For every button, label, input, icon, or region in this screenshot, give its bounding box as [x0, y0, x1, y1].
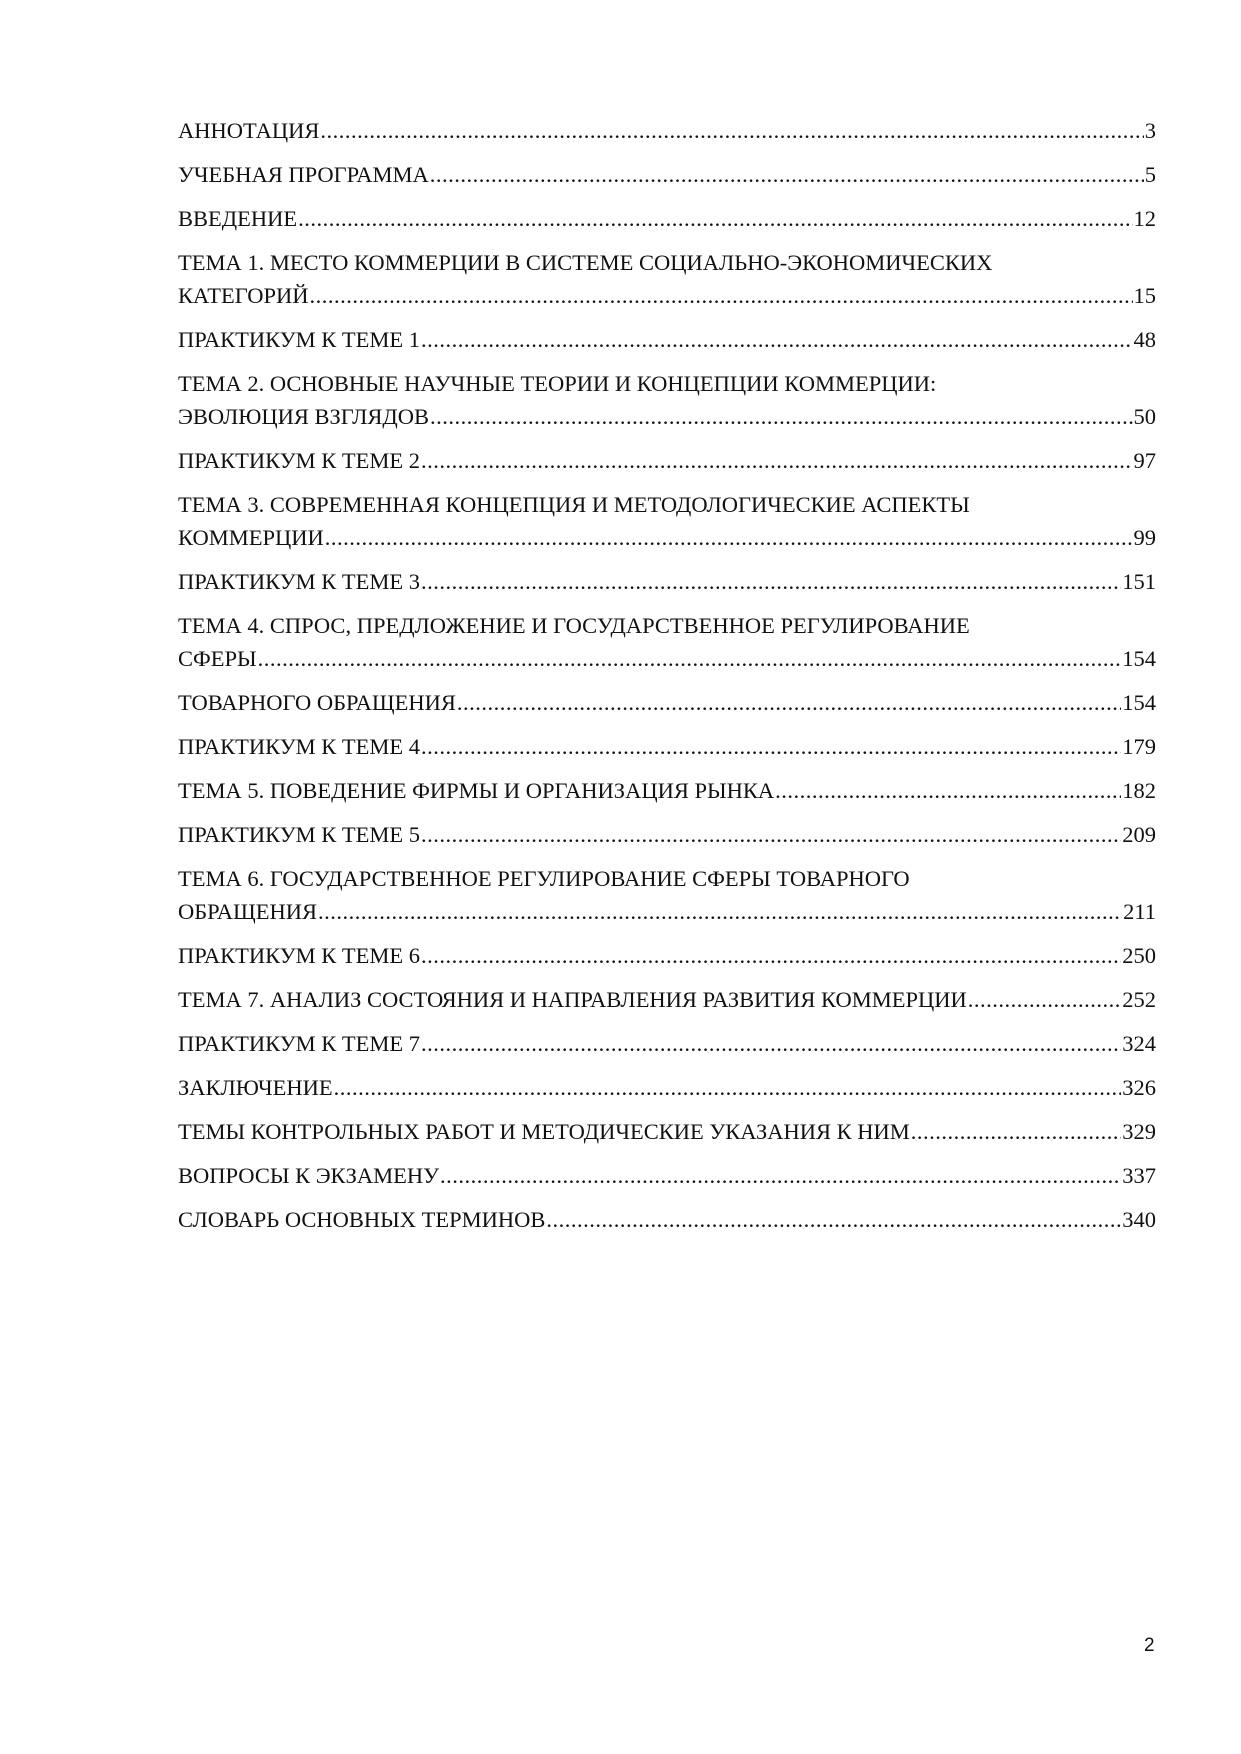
toc-dot-leader	[421, 323, 1133, 356]
toc-entry[interactable]	[178, 488, 1156, 554]
toc-entry-title: ПРАКТИКУМ К ТЕМЕ 4	[178, 734, 420, 759]
toc-page-number: 182	[1122, 778, 1156, 803]
toc-entry[interactable]	[178, 367, 1156, 433]
toc-page-number: 50	[1133, 404, 1156, 429]
toc-dot-leader	[421, 1027, 1121, 1060]
toc-entry[interactable]	[178, 686, 1156, 719]
toc-entry-line	[178, 444, 1156, 477]
toc-page-number: 15	[1133, 283, 1156, 308]
toc-entry-title-line: ТЕМА 3. СОВРЕМЕННАЯ КОНЦЕПЦИЯ И МЕТОДОЛОГИЧЕСКИЕ АСПЕКТЫ	[178, 492, 970, 517]
toc-entry[interactable]	[178, 1027, 1156, 1060]
toc-entry-title: ОБРАЩЕНИЯ	[178, 899, 317, 924]
toc-entry-title: УЧЕБНАЯ ПРОГРАММА	[178, 162, 429, 187]
toc-page-number: 3	[1144, 118, 1156, 143]
toc-entry-title: КОММЕРЦИИ	[178, 525, 324, 550]
toc-page-number: 209	[1122, 822, 1156, 847]
toc-entry[interactable]	[178, 114, 1156, 147]
toc-page-number: 211	[1123, 899, 1156, 924]
toc-entry-title: ПРАКТИКУМ К ТЕМЕ 3	[178, 569, 420, 594]
toc-dot-leader	[320, 114, 1143, 147]
toc-page-number: 252	[1122, 987, 1156, 1012]
toc-entry-line	[178, 1071, 1156, 1104]
toc-entry-line	[178, 400, 1156, 433]
toc-entry[interactable]	[178, 1115, 1156, 1148]
toc-entry-title: ЭВОЛЮЦИЯ ВЗГЛЯДОВ	[178, 404, 429, 429]
toc-page-number: 12	[1133, 206, 1156, 231]
toc-entry-line	[178, 279, 1156, 312]
toc-dot-leader	[334, 1071, 1122, 1104]
toc-dot-leader	[421, 818, 1121, 851]
toc-entry-line	[178, 818, 1156, 851]
toc-entry-line	[178, 1027, 1156, 1060]
toc-entry[interactable]	[178, 1071, 1156, 1104]
toc-entry-line	[178, 730, 1156, 763]
toc-entry-title: ПРАКТИКУМ К ТЕМЕ 5	[178, 822, 420, 847]
toc-dot-leader	[430, 400, 1133, 433]
toc-entry-title-line: ТЕМА 6. ГОСУДАРСТВЕННОЕ РЕГУЛИРОВАНИЕ СФЕРЫ ТОВАРНОГО	[178, 866, 910, 891]
toc-entry-title: ВВЕДЕНИЕ	[178, 206, 298, 231]
toc-dot-leader	[421, 565, 1121, 598]
toc-entry[interactable]	[178, 1159, 1156, 1192]
toc-entry[interactable]	[178, 774, 1156, 807]
toc-entry[interactable]	[178, 246, 1156, 312]
toc-entry-title-line: ТЕМА 4. СПРОС, ПРЕДЛОЖЕНИЕ И ГОСУДАРСТВЕННОЕ РЕГУЛИРОВАНИЕ	[178, 613, 970, 638]
toc-entry-line	[178, 565, 1156, 598]
toc-entry-title: СЛОВАРЬ ОСНОВНЫХ ТЕРМИНОВ	[178, 1207, 546, 1232]
toc-entry[interactable]	[178, 818, 1156, 851]
toc-entry-line	[178, 1115, 1156, 1148]
toc-dot-leader	[546, 1203, 1121, 1236]
toc-dot-leader	[968, 983, 1121, 1016]
toc-entry[interactable]	[178, 323, 1156, 356]
toc-entry-line	[178, 774, 1156, 807]
toc-entry-line	[178, 642, 1156, 675]
toc-entry-line	[178, 202, 1156, 235]
toc-entry[interactable]	[178, 565, 1156, 598]
toc-entry-title: КАТЕГОРИЙ	[178, 283, 309, 308]
toc-entry[interactable]	[178, 939, 1156, 972]
toc-page-number: 151	[1122, 569, 1156, 594]
toc-entry-title: ТОВАРНОГО ОБРАЩЕНИЯ	[178, 690, 456, 715]
toc-entry-title-line: ТЕМА 2. ОСНОВНЫЕ НАУЧНЫЕ ТЕОРИИ И КОНЦЕПЦИИ КОММЕРЦИИ:	[178, 371, 937, 396]
toc-entry-title: СФЕРЫ	[178, 646, 257, 671]
toc-page-number: 324	[1122, 1031, 1156, 1056]
toc-dot-leader	[258, 642, 1122, 675]
toc-entry-title: ТЕМА 7. АНАЛИЗ СОСТОЯНИЯ И НАПРАВЛЕНИЯ РАЗВИТИЯ КОММЕРЦИИ	[178, 987, 967, 1012]
toc-page-number: 154	[1122, 646, 1156, 671]
toc-dot-leader	[298, 202, 1132, 235]
toc-page-number: 337	[1122, 1163, 1156, 1188]
toc-dot-leader	[430, 158, 1144, 191]
toc-entry-title: ПРАКТИКУМ К ТЕМЕ 6	[178, 943, 420, 968]
toc-entry[interactable]	[178, 444, 1156, 477]
toc-page-number: 179	[1122, 734, 1156, 759]
toc-entry-title: ТЕМЫ КОНТРОЛЬНЫХ РАБОТ И МЕТОДИЧЕСКИЕ УКАЗАНИЯ К НИМ	[178, 1119, 910, 1144]
page-number: 2	[1144, 1635, 1155, 1656]
toc-entry[interactable]	[178, 609, 1156, 675]
toc-entry-title: ТЕМА 5. ПОВЕДЕНИЕ ФИРМЫ И ОРГАНИЗАЦИЯ РЫНКА	[178, 778, 775, 803]
toc-entry-line	[178, 158, 1156, 191]
toc-entry[interactable]	[178, 202, 1156, 235]
toc-entry-title-line: ТЕМА 1. МЕСТО КОММЕРЦИИ В СИСТЕМЕ СОЦИАЛЬНО-ЭКОНОМИЧЕСКИХ	[178, 250, 993, 275]
toc-entry[interactable]	[178, 158, 1156, 191]
toc-page-number: 340	[1122, 1207, 1156, 1232]
toc-dot-leader	[325, 521, 1133, 554]
toc-entry-title: ПРАКТИКУМ К ТЕМЕ 7	[178, 1031, 420, 1056]
toc-entry[interactable]	[178, 862, 1156, 928]
toc-dot-leader	[309, 279, 1132, 312]
toc-entry-line	[178, 939, 1156, 972]
toc-entry[interactable]	[178, 983, 1156, 1016]
toc-dot-leader	[318, 895, 1122, 928]
toc-entry[interactable]	[178, 1203, 1156, 1236]
toc-page-number: 329	[1122, 1119, 1156, 1144]
toc-entry-title: ЗАКЛЮЧЕНИЕ	[178, 1075, 333, 1100]
toc-dot-leader	[440, 1159, 1121, 1192]
toc-entry[interactable]	[178, 730, 1156, 763]
toc-page-number: 97	[1133, 448, 1156, 473]
toc-dot-leader	[775, 774, 1121, 807]
toc-entry-line	[178, 114, 1156, 147]
toc-page-number: 250	[1122, 943, 1156, 968]
toc-dot-leader	[421, 939, 1121, 972]
toc-entry-line	[178, 1203, 1156, 1236]
toc-entry-line	[178, 1159, 1156, 1192]
toc-page-number: 48	[1133, 327, 1156, 352]
toc-page-number: 326	[1122, 1075, 1156, 1100]
toc-entry-line	[178, 323, 1156, 356]
toc-entry-title: ПРАКТИКУМ К ТЕМЕ 2	[178, 448, 420, 473]
toc-dot-leader	[421, 730, 1121, 763]
table-of-contents	[178, 114, 1156, 1247]
toc-entry-line	[178, 895, 1156, 928]
toc-dot-leader	[457, 686, 1121, 719]
toc-entry-title: АННОТАЦИЯ	[178, 118, 320, 143]
toc-entry-line	[178, 521, 1156, 554]
toc-page-number: 154	[1122, 690, 1156, 715]
toc-entry-line	[178, 983, 1156, 1016]
toc-dot-leader	[421, 444, 1133, 477]
toc-dot-leader	[911, 1115, 1122, 1148]
toc-page-number: 99	[1133, 525, 1156, 550]
toc-page-number: 5	[1144, 162, 1156, 187]
toc-entry-title: ПРАКТИКУМ К ТЕМЕ 1	[178, 327, 420, 352]
toc-entry-title: ВОПРОСЫ К ЭКЗАМЕНУ	[178, 1163, 440, 1188]
toc-entry-line	[178, 686, 1156, 719]
